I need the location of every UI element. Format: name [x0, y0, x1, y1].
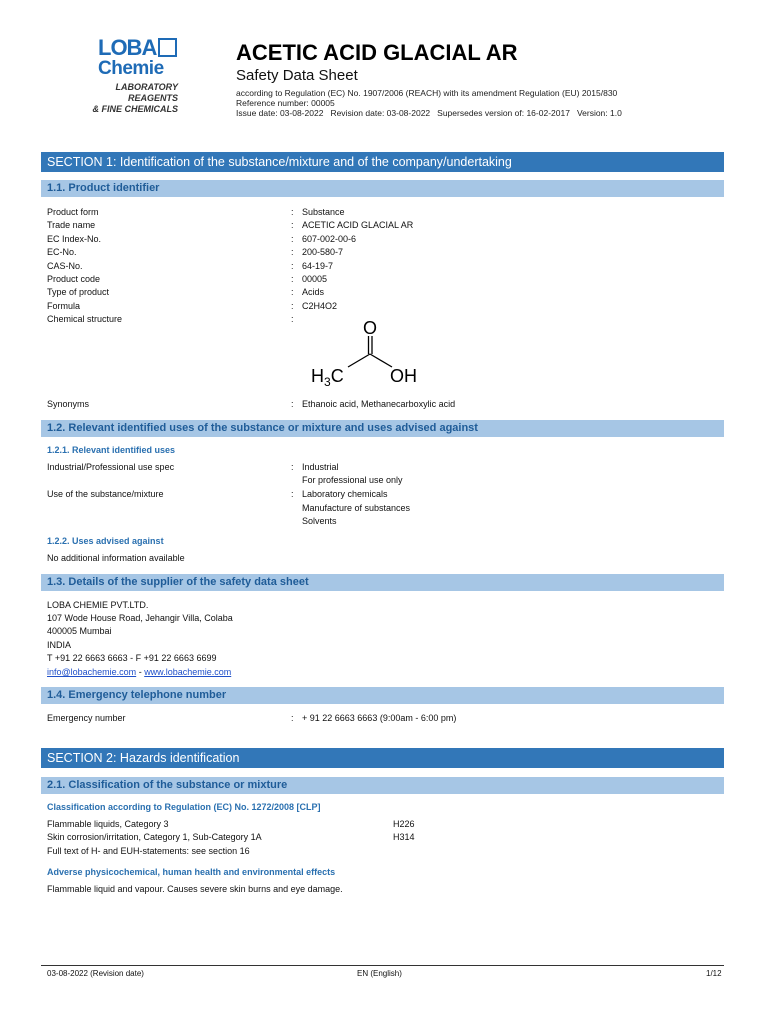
substance-use-label: Use of the substance/mixture: [47, 489, 164, 499]
product-field-value: 607-002-00-6: [302, 233, 357, 244]
supplier-phone: T +91 22 6663 6663 - F +91 22 6663 6699: [47, 653, 217, 663]
colon: :: [291, 260, 294, 271]
colon: :: [291, 300, 294, 311]
colon: :: [291, 287, 294, 298]
supplier-country: INDIA: [47, 640, 72, 650]
oxygen-label: O: [363, 318, 378, 338]
footer-divider: [41, 965, 724, 966]
product-field-value: 64-19-7: [302, 260, 334, 271]
product-field-label: Chemical structure: [47, 314, 123, 325]
section-1-2-2-heading: 1.2.2. Uses advised against: [47, 536, 164, 546]
product-field-label: Product code: [47, 274, 101, 284]
product-field-value: Substance: [302, 207, 345, 217]
document-title: ACETIC ACID GLACIAL AR: [236, 40, 518, 65]
section-1-4-heading: 1.4. Emergency telephone number: [41, 687, 724, 704]
colon: :: [291, 314, 294, 325]
product-field-value: C2H4O2: [302, 300, 338, 311]
footer-revision-date: 03-08-2022 (Revision date): [47, 969, 144, 978]
product-field-value: 00005: [302, 274, 328, 284]
product-field-label: EC Index-No.: [47, 233, 102, 244]
adverse-effects-heading: Adverse physicochemical, human health and environmental effects: [47, 867, 336, 877]
colon: :: [291, 713, 294, 723]
supersedes-date: Supersedes version of: 16-02-2017: [437, 108, 570, 118]
colon: :: [291, 220, 294, 231]
product-field-label: CAS-No.: [47, 260, 83, 271]
product-field-value: ACETIC ACID GLACIAL AR: [302, 220, 414, 231]
substance-use-value: Laboratory chemicals: [302, 489, 388, 499]
colon: :: [291, 489, 294, 499]
document-subtitle: Safety Data Sheet: [236, 67, 358, 84]
section-1-3-heading: 1.3. Details of the supplier of the safety data sheet: [41, 574, 724, 591]
supplier-name: LOBA CHEMIE PVT.LTD.: [47, 600, 149, 610]
colon: :: [291, 233, 294, 244]
supplier-city: 400005 Mumbai: [47, 626, 112, 636]
section-1-2-heading: 1.2. Relevant identified uses of the substance or mixture and uses advised against: [41, 420, 724, 437]
section-1-heading: SECTION 1: Identification of the substance/mixture and of the company/undertaking: [41, 152, 724, 172]
issue-date: Issue date: 03-08-2022: [236, 108, 324, 118]
website-link[interactable]: www.lobachemie.com: [144, 667, 232, 677]
date-line: [236, 108, 629, 118]
methyl-label: $H_3C$: [311, 366, 344, 389]
colon: :: [291, 462, 294, 472]
hazard-class: Skin corrosion/irritation, Category 1, Sub-Category 1A: [47, 832, 262, 842]
version: Version: 1.0: [576, 108, 622, 118]
hazard-code: H314: [393, 832, 415, 842]
product-field-label: Product form: [47, 207, 99, 217]
colon: :: [291, 207, 294, 217]
adverse-effects-text: Flammable liquid and vapour. Causes severe skin burns and eye damage.: [47, 884, 343, 894]
supplier-contact-links: [47, 667, 231, 677]
clp-classification-heading: Classification according to Regulation (EC) No. 1272/2008 [CLP]: [47, 802, 321, 812]
tagline-line: LABORATORY REAGENTS: [115, 82, 178, 103]
industrial-use-value: Industrial: [302, 462, 339, 472]
hazard-code: H226: [393, 819, 415, 829]
email-link[interactable]: info@lobachemie.com: [47, 667, 137, 677]
product-field-label: Trade name: [47, 220, 96, 231]
product-field-label: EC-No.: [47, 247, 77, 258]
revision-date: Revision date: 03-08-2022: [330, 108, 431, 118]
company-tagline: [86, 82, 178, 115]
logo-word-loba: LOBA: [98, 35, 157, 60]
chemical-structure-diagram: [308, 318, 438, 390]
colon: :: [291, 399, 294, 409]
substance-use-value: Manufacture of substances: [302, 503, 411, 513]
section-1-2-1-heading: 1.2.1. Relevant identified uses: [47, 445, 176, 455]
section-2-heading: SECTION 2: Hazards identification: [41, 748, 724, 768]
supplier-address: 107 Wode House Road, Jehangir Villa, Colaba: [47, 613, 233, 623]
section-1-1-heading: 1.1. Product identifier: [41, 180, 724, 197]
reference-number: Reference number: 00005: [236, 98, 335, 108]
product-field-label: Formula: [47, 300, 81, 311]
footer-language: EN (English): [357, 969, 402, 978]
bond-c-oh: [370, 354, 392, 367]
colon: :: [291, 247, 294, 258]
industrial-use-label: Industrial/Professional use spec: [47, 462, 175, 472]
full-text-reference: Full text of H- and EUH-statements: see section 16: [47, 846, 250, 856]
synonyms-value: Ethanoic acid, Methanecarboxylic acid: [302, 399, 456, 409]
colon: :: [291, 274, 294, 284]
hazard-class: Flammable liquids, Category 3: [47, 819, 169, 829]
industrial-use-value: For professional use only: [302, 475, 403, 485]
emergency-number-label: Emergency number: [47, 713, 126, 723]
tagline-line: & FINE CHEMICALS: [92, 104, 178, 114]
hydroxyl-label: OH: [390, 366, 417, 386]
product-field-label: Type of product: [47, 287, 110, 298]
product-field-value: 200-580-7: [302, 247, 344, 258]
bond-ch3-c: [348, 354, 370, 367]
substance-use-value: Solvents: [302, 516, 337, 526]
regulation-line: according to Regulation (EC) No. 1907/2006 (REACH) with its amendment Regulation (EU) 2015/830: [236, 88, 618, 98]
emergency-number-value: + 91 22 6663 6663 (9:00am - 6:00 pm): [302, 713, 457, 723]
section-2-1-heading: 2.1. Classification of the substance or mixture: [41, 777, 724, 794]
company-logo: [98, 35, 182, 79]
uses-advised-against-text: No additional information available: [47, 553, 185, 563]
product-field-value: Acids: [302, 287, 325, 298]
synonyms-label: Synonyms: [47, 399, 90, 409]
logo-flask-icon: [158, 38, 177, 57]
footer-page-number: 1/12: [706, 969, 722, 978]
link-separator: -: [136, 667, 145, 677]
logo-word-chemie: Chemie: [98, 58, 164, 79]
